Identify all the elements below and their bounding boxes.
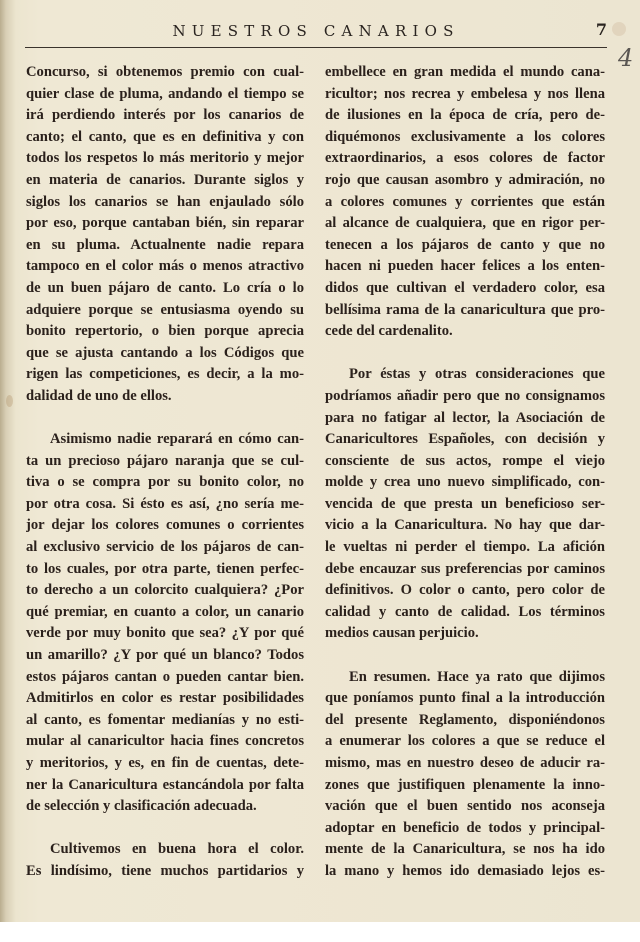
text-line: mente de la Canaricultura, se nos ha ido [325,841,605,858]
text-line: calidad y canto de calidad. Los términos [325,603,605,620]
text-line: tenecen a los pájaros de canto y que no [325,236,605,253]
text-line: a enumerar los colores a que se reduce el [325,733,605,750]
paragraph [26,62,304,408]
text-line: tiva o se compra por su bonito color, no [26,474,304,491]
text-line: al canto, es fomentar medianías y no esti- [26,711,304,728]
text-line: todos los respetos lo más meritorio y mejor [26,150,304,167]
text-line: de selección y clasificación adecuada. [26,798,257,815]
text-line: estos pájaros cantan o pueden cantar bien. [26,668,304,685]
text-line: rojo que causan asombro y admiración, no [325,171,605,188]
text-line: siglos los canarios se han enjaulado sólo [26,193,304,210]
paragraph-gap [26,408,304,430]
text-line: ricultor; nos recrea y embelesa y nos llena [325,85,605,102]
text-line: En resumen. Hace ya rato que dijimos [349,668,605,685]
stain-mark [612,22,626,36]
text-line: debe encauzar sus preferencias por caminos [325,560,605,577]
text-line: embellece en gran medida el mundo cana- [325,64,605,80]
text-line: qué premiar, en cuanto a color, un canario [26,603,304,620]
paragraph [26,429,304,818]
text-line: hacen ni pueden hacer felices a los enten- [325,258,605,275]
text-line: en su pluma. Actualnente nadie repara [26,236,304,253]
right-column [325,62,605,883]
text-line: por eso, porque cantaban bién, sin reparar [26,215,304,232]
text-line: la mano y hemos ido demasiado lejos es- [325,862,605,879]
text-line: Por éstas y otras consideraciones que [349,366,605,383]
text-line: canto; el canto, que es en definitiva y con [26,128,304,145]
text-line: de ilusiones en la época de cría, pero de- [325,107,605,124]
text-line: irá perdiendo interés por los canarios de [26,107,304,124]
text-line: diquémonos exclusivamente a los colores [325,128,605,145]
text-line: mismo, mas en nuestro deseo de aducir ra- [325,755,605,771]
text-line: podríamos añadir pero que no consignamos [325,387,605,404]
text-line: Es lindísimo, tiene muchos partidarios y [26,862,304,879]
text-line: ta un precioso pájaro naranja que se cul- [26,452,304,469]
text-line: al alcance de cualquiera, que en rigor per- [325,215,605,232]
text-line: dalidad de uno de ellos. [26,387,172,404]
text-line: un amarillo? ¿Y por qué un blanco? Todos [26,647,304,664]
text-line: que se ajusta cantando a los Códigos que [26,344,304,361]
text-line: en materia de canarios. Durante siglos y [26,171,304,188]
paragraph-gap [325,343,605,365]
text-line: medios causan perjuicio. [325,625,479,642]
text-line: Cultivemos en buena hora el color. [50,841,304,858]
text-line: consciente de sus actos, rompe el viejo [325,452,605,469]
text-line: a colores comunes y corrientes que están [325,193,605,210]
paragraph [325,62,605,343]
text-line: vencida de que presta un beneficioso ser- [325,495,605,512]
text-line: bonito repertorio, o bien porque aprecia [26,323,304,340]
text-line: para no fatigar al lector, la Asociación de [325,409,605,426]
text-line: to derecho a un colorcito cualquiera? ¿Por [26,582,304,599]
text-line: ner la Canaricultura estancándola por falta [26,776,304,793]
text-line: Admitirlos en color es restar posibilidades [26,690,304,707]
text-line: que poníamos punto final a la introducción [325,690,605,707]
text-line: to los cuales, por otra parte, tienen perfec- [26,560,304,577]
text-line: vicio a la Canaricultura. No hay que dar- [325,517,605,534]
text-line: vación que el buen sentido nos aconseja [325,798,605,815]
text-line: rigen las competiciones, es decir, a la mo- [26,366,304,383]
paragraph [26,839,304,882]
text-line: tampoco en el color más o menos atractivo [26,258,304,275]
text-line: adquiere porque se entusiasma oyendo su [26,301,304,318]
text-line: por otra cosa. Si ésto es así, ¿no sería me- [26,495,304,512]
text-line: le vueltas ni perder el tiempo. La afición [325,539,605,556]
text-line: y meritorios, y es, en fin de cuentas, dete- [26,755,304,771]
handwritten-pencil-mark: 4 [618,44,634,72]
paragraph [325,364,605,645]
left-column [26,62,304,883]
text-line: extraordinarios, a esos colores de factor [325,150,605,167]
text-line: didos que cultivan el verdadero color, esa [325,279,605,296]
text-line: al exclusivo servicio de los pájaros de can- [26,539,304,556]
text-line: quier clase de pluma, andando el tiempo se [26,85,304,102]
text-line: de un buen pájaro de canto. Lo cría o lo [26,279,304,296]
paragraph-gap [325,645,605,667]
paragraph-gap [26,818,304,840]
text-line: del presente Reglamento, disponiéndonos [325,711,605,728]
text-line: adoptar en beneficio de todos y principal- [325,819,605,836]
header-rule [25,47,607,48]
text-line: bellísima rama de la canaricultura que pro- [325,301,605,318]
page-header [25,20,607,44]
text-line: molde y crea uno nuevo simplificado, con- [325,474,605,491]
page-number: 7 [595,20,607,39]
text-line: cede del cardenalito. [325,323,453,340]
text-line: jor dejar los colores comunes o corrientes [26,517,304,534]
text-line: verde por muy bonito que sea? ¿Y por qué [26,625,304,642]
text-line: zones que justifiquen plenamente la inno- [325,776,605,793]
text-line: Concurso, si obtenemos premio con cual- [26,64,304,80]
stain-mark [6,395,13,407]
text-line: Canaricultores Españoles, con decisión y [325,431,605,448]
text-line: Asimismo nadie reparará en cómo can- [50,431,304,448]
paragraph [325,667,605,883]
running-title: NUESTROS CANARIOS [172,22,460,40]
text-line: definitivos. O color o canto, pero color de [325,582,605,599]
text-line: mular al canaricultor hacia fines concretos [26,733,304,750]
